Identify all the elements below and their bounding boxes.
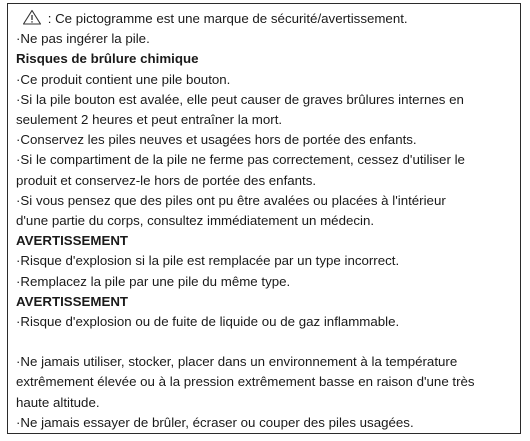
notice-line: extrêmement élevée ou à la pression extrêmement basse en raison d'une très [16,374,475,390]
section-heading-chemical-burn: Risques de brûlure chimique [16,51,199,67]
notice-line: ·Ne pas ingérer la pile. [16,31,150,47]
notice-line: ·Ce produit contient une pile bouton. [16,71,231,87]
notice-line: ·Ne jamais utiliser, stocker, placer dans un environnement à la température [16,354,458,370]
notice-line: ·Risque d'explosion ou de fuite de liquide ou de gaz inflammable. [16,314,400,330]
notice-line: ·Ne jamais essayer de brûler, écraser ou couper des piles usagées. [16,414,414,430]
notice-line: ·Si vous pensez que des piles ont pu être avalées ou placées à l'intérieur [16,192,446,208]
notice-line: seulement 2 heures et peut entraîner la mort. [16,112,283,128]
notice-line: d'une partie du corps, consultez immédiatement un médecin. [16,213,375,229]
spacer [16,332,512,352]
notice-line: ·Risque d'explosion si la pile est remplacée par un type incorrect. [16,253,400,269]
notice-line: ·Conservez les piles neuves et usagées hors de portée des enfants. [16,132,417,148]
pictogram-intro [16,9,512,29]
warning-triangle-icon [22,9,42,25]
section-heading-warning: AVERTISSEMENT [16,233,129,249]
notice-line: haute altitude. [16,394,100,410]
notice-line: ·Si le compartiment de la pile ne ferme pas correctement, cessez d'utiliser le [16,152,465,168]
notice-line: ·Remplacez la pile par une pile du même type. [16,273,291,289]
notice-line: ·Si la pile bouton est avalée, elle peut causer de graves brûlures internes en [16,91,464,107]
section-heading-warning: AVERTISSEMENT [16,293,129,309]
pictogram-intro-text: : Ce pictogramme est une marque de sécurité/avertissement. [44,11,408,26]
safety-notice-box [7,3,521,434]
notice-line: produit et conservez-le hors de portée des enfants. [16,172,317,188]
